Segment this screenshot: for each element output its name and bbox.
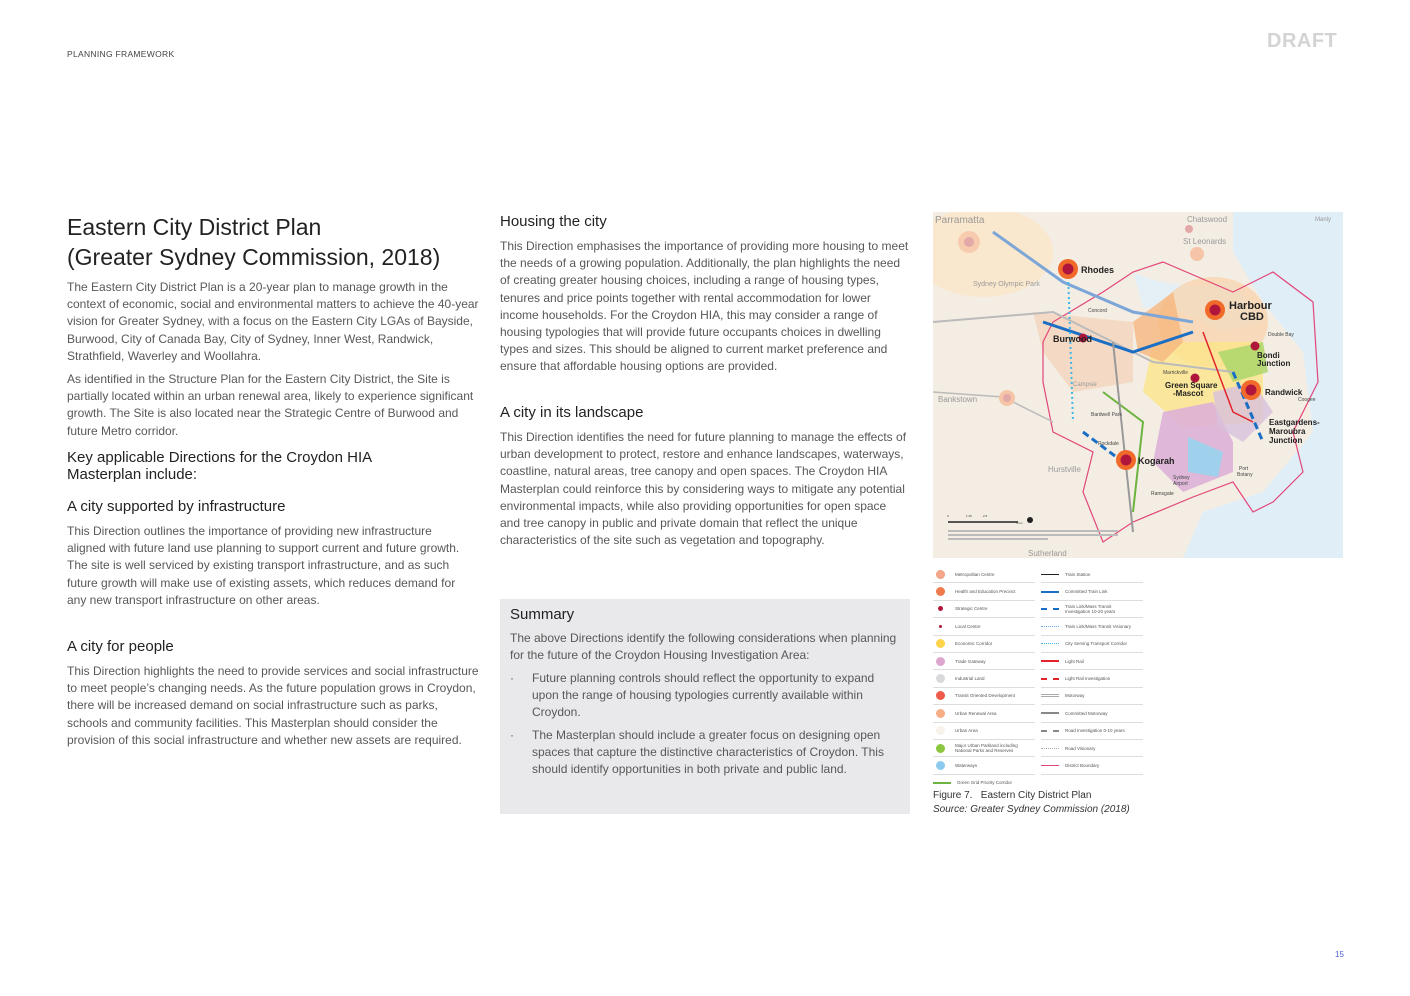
svg-text:Green Square: Green Square: [1165, 381, 1218, 390]
waterways-icon: [936, 761, 945, 770]
green-grid-line-icon: [933, 782, 951, 784]
svg-text:Kogarah: Kogarah: [1138, 456, 1175, 466]
legend-item: City Serving Transport Corridor: [1041, 636, 1143, 653]
draft-watermark: DRAFT: [1267, 30, 1338, 52]
legend-item: Local Centre: [933, 618, 1035, 635]
bullet-dot: ·: [510, 671, 514, 686]
figure-source: Source: Greater Sydney Commission (2018): [933, 804, 1130, 815]
summary-bullet-list: [510, 670, 900, 778]
legend-item: Industrial Land: [933, 670, 1035, 687]
section-label: PLANNING FRAMEWORK: [67, 49, 175, 59]
infrastructure-heading: A city supported by infrastructure: [67, 498, 286, 515]
svg-text:1.25: 1.25: [966, 514, 972, 518]
landscape-heading: A city in its landscape: [500, 404, 644, 421]
svg-text:Coogee: Coogee: [1298, 397, 1316, 403]
people-heading: A city for people: [67, 638, 174, 655]
svg-text:Bardwell Park: Bardwell Park: [1091, 412, 1122, 418]
summary-heading: Summary: [510, 606, 575, 623]
svg-text:Bankstown: Bankstown: [938, 395, 978, 404]
legend-item: Train Link/Mass Transit Visionary: [1041, 618, 1143, 635]
svg-text:Double Bay: Double Bay: [1268, 332, 1294, 338]
svg-text:0: 0: [947, 514, 949, 518]
svg-text:Manly: Manly: [1315, 217, 1332, 223]
title-line-1: Eastern City District Plan: [67, 214, 322, 240]
intro-paragraph-1: The Eastern City District Plan is a 20-year plan to manage growth in the context of economic, social and environmental matters to achieve the 40-year vision for Greater Sydney, with a focus on the Eastern City LGAs of Bayside, Burwood, City of Canada Bay, City of Sydney, Inner West, Randwick, Strathfield, Waverley and Woollahra.: [67, 280, 479, 363]
legend-item: Economic Corridor: [933, 636, 1035, 653]
legend-item: Urban Area: [933, 723, 1035, 740]
legend-item: Major Urban Parkland including National Parks and Reserves: [933, 740, 1035, 757]
committed-train-line-icon: [1041, 591, 1059, 593]
svg-text:Rhodes: Rhodes: [1081, 265, 1115, 275]
landscape-body: This Direction identifies the need for future planning to manage the effects of urban development to protect, restore and enhance landscapes, waterways, coastline, natural areas, tree canopy and open spaces. The Croydon HIA Masterplan could reinforce this by considering ways to mitigate any potential environmental impacts, while also providing opportunities for open space and tree canopy in public and private domain that reflect the unique characteristics of the site such as vegetation and topography.: [500, 430, 907, 548]
legend-item: Metropolitan Centre: [933, 566, 1035, 583]
road-visionary-icon: [1041, 748, 1059, 749]
motorway-line-icon: [1041, 694, 1059, 697]
legend-item: Light Rail: [1041, 653, 1143, 670]
svg-text:Port: Port: [1239, 466, 1249, 472]
svg-text:Sutherland: Sutherland: [1028, 549, 1067, 558]
legend-column-right: [1041, 566, 1143, 775]
svg-text:Harbour: Harbour: [1229, 300, 1272, 312]
bullet-dot: ·: [510, 728, 514, 743]
legend-item: Committed Motorway: [1041, 705, 1143, 722]
svg-text:Junction: Junction: [1257, 359, 1291, 368]
svg-text:2.5: 2.5: [983, 514, 988, 518]
page-title: [67, 212, 487, 272]
metropolitan-centre-icon: [936, 570, 945, 579]
housing-body: This Direction emphasises the importance of providing more housing to meet the needs of a growing population. Additionally, the plan highlights the need of creating greater housing choices, including a range of housing types, tenures and price points together with rental accommodation for lower income households. For the Croydon HIA, this may consider a range of housing typologies that will provide future occupants choices in dwelling types and sizes. This should be aligned to current market preference and ensure that affordable housing options are provided.: [500, 239, 909, 374]
urban-area-icon: [936, 726, 945, 735]
svg-text:Sydney Olympic Park: Sydney Olympic Park: [973, 281, 1040, 288]
trade-gateway-icon: [936, 657, 945, 666]
tod-icon: [936, 691, 945, 700]
landscape-section: [500, 404, 908, 549]
map-label-parramatta: Parramatta: [935, 215, 985, 226]
legend-item: Committed Train Link: [1041, 583, 1143, 600]
summary-bullet: · The Masterplan should include a greater focus on designing open spaces that capture the distinctive characteristics of Croydon. This should identify opportunities in both private and public land.: [510, 728, 884, 777]
light-rail-investigation-icon: [1041, 678, 1059, 680]
transport-corridor-line-icon: [1041, 643, 1059, 644]
svg-text:Sydney: Sydney: [1173, 475, 1190, 481]
legend-item: Waterways: [933, 757, 1035, 774]
committed-motorway-icon: [1041, 712, 1059, 714]
legend-item: Light Rail Investigation: [1041, 670, 1143, 687]
local-centre-icon: [939, 625, 942, 628]
summary-bullet: · Future planning controls should reflect the opportunity to expand upon the range of housing typologies currently available within Croydon.: [510, 671, 875, 720]
svg-text:5 km: 5 km: [1016, 521, 1023, 525]
people-body: This Direction highlights the need to provide services and social infrastructure to meet people’s changing needs. As the future population grows in Croydon, there will be increased demand on social infrastructure such as parks, schools and community facilities. This Masterplan should consider the provision of this social infrastructure and whether new assets are required.: [67, 664, 479, 747]
legend-item: Road Investigation 0-10 years: [1041, 723, 1143, 740]
title-line-2: (Greater Sydney Commission, 2018): [67, 244, 441, 270]
legend-item: Trade Gateway: [933, 653, 1035, 670]
svg-text:Campsie: Campsie: [1073, 382, 1097, 388]
intro-paragraph-2: As identified in the Structure Plan for the Eastern City District, the Site is partially located within an urban renewal area, likely to experience significant growth. The Site is also located near the Strategic Centre of Burwood and future Metro corridor.: [67, 372, 474, 438]
svg-text:Burwood: Burwood: [1053, 334, 1092, 344]
svg-text:Maroubra: Maroubra: [1269, 427, 1306, 436]
housing-heading: Housing the city: [500, 213, 607, 230]
legend-item: Motorway: [1041, 688, 1143, 705]
legend-item: District Boundary: [1041, 757, 1143, 774]
economic-corridor-icon: [936, 639, 945, 648]
key-directions-heading-block: [67, 449, 447, 483]
svg-text:Chatswood: Chatswood: [1187, 215, 1228, 224]
intro-section: [67, 279, 479, 440]
svg-text:Marrickville: Marrickville: [1163, 370, 1188, 376]
strategic-centre-icon: [938, 606, 943, 611]
industrial-land-icon: [936, 674, 945, 683]
legend-column-left: [933, 566, 1035, 791]
svg-text:Concord: Concord: [1088, 308, 1107, 314]
urban-renewal-icon: [936, 709, 945, 718]
svg-text:Eastgardens-: Eastgardens-: [1269, 418, 1320, 427]
svg-text:Rockdale: Rockdale: [1098, 441, 1119, 447]
legend-item: Green Grid Priority Corridor: [933, 775, 1035, 791]
figure-title: Figure 7. Eastern City District Plan: [933, 790, 1092, 801]
infrastructure-body: This Direction outlines the importance of providing new infrastructure aligned with future land use planning to support current and future growth. The site is well serviced by existing transport infrastructure, and as such future growth will make use of existing assets, which reduces demand for any new transport infrastructure on other areas.: [67, 524, 460, 607]
page-number: 15: [1335, 950, 1344, 959]
train-visionary-line-icon: [1041, 626, 1059, 627]
key-directions-heading: Key applicable Directions for the Croydon HIA Masterplan include:: [67, 449, 372, 483]
svg-text:CBD: CBD: [1240, 311, 1264, 323]
figure-caption: [933, 789, 1130, 817]
legend-item: Train Link/Mass Transit Investigation 10-20 years: [1041, 601, 1143, 618]
train-station-icon: [1041, 574, 1059, 575]
road-investigation-icon: [1041, 730, 1059, 732]
parkland-icon: [936, 744, 945, 753]
legend-item: Transit Oriented Development: [933, 688, 1035, 705]
svg-text:Hurstville: Hurstville: [1048, 465, 1081, 474]
svg-text:Airport: Airport: [1173, 481, 1188, 487]
legend-item: Urban Renewal Area: [933, 705, 1035, 722]
legend-item: Train Station: [1041, 566, 1143, 583]
svg-text:-Mascot: -Mascot: [1173, 389, 1204, 398]
district-boundary-icon: [1041, 765, 1059, 766]
housing-section: [500, 213, 912, 376]
svg-text:Ramsgate: Ramsgate: [1151, 491, 1174, 497]
district-plan-map: [933, 212, 1343, 558]
svg-text:Bondi: Bondi: [1257, 351, 1280, 360]
legend-item: Road Visionary: [1041, 740, 1143, 757]
health-precinct-icon: [936, 587, 945, 596]
svg-text:St Leonards: St Leonards: [1183, 237, 1227, 246]
train-investigation-line-icon: [1041, 608, 1059, 610]
svg-text:Botany: Botany: [1237, 472, 1253, 478]
people-section: [67, 638, 479, 749]
summary-intro: The above Directions identify the following considerations when planning for the future of the Croydon Housing Investigation Area:: [510, 631, 897, 663]
legend-item: Strategic Centre: [933, 601, 1035, 618]
legend-item: Health and Education Precinct: [933, 583, 1035, 600]
svg-text:Junction: Junction: [1269, 436, 1303, 445]
summary-box: [500, 599, 910, 814]
svg-text:Randwick: Randwick: [1265, 388, 1303, 397]
infrastructure-section: [67, 498, 467, 609]
light-rail-line-icon: [1041, 660, 1059, 662]
